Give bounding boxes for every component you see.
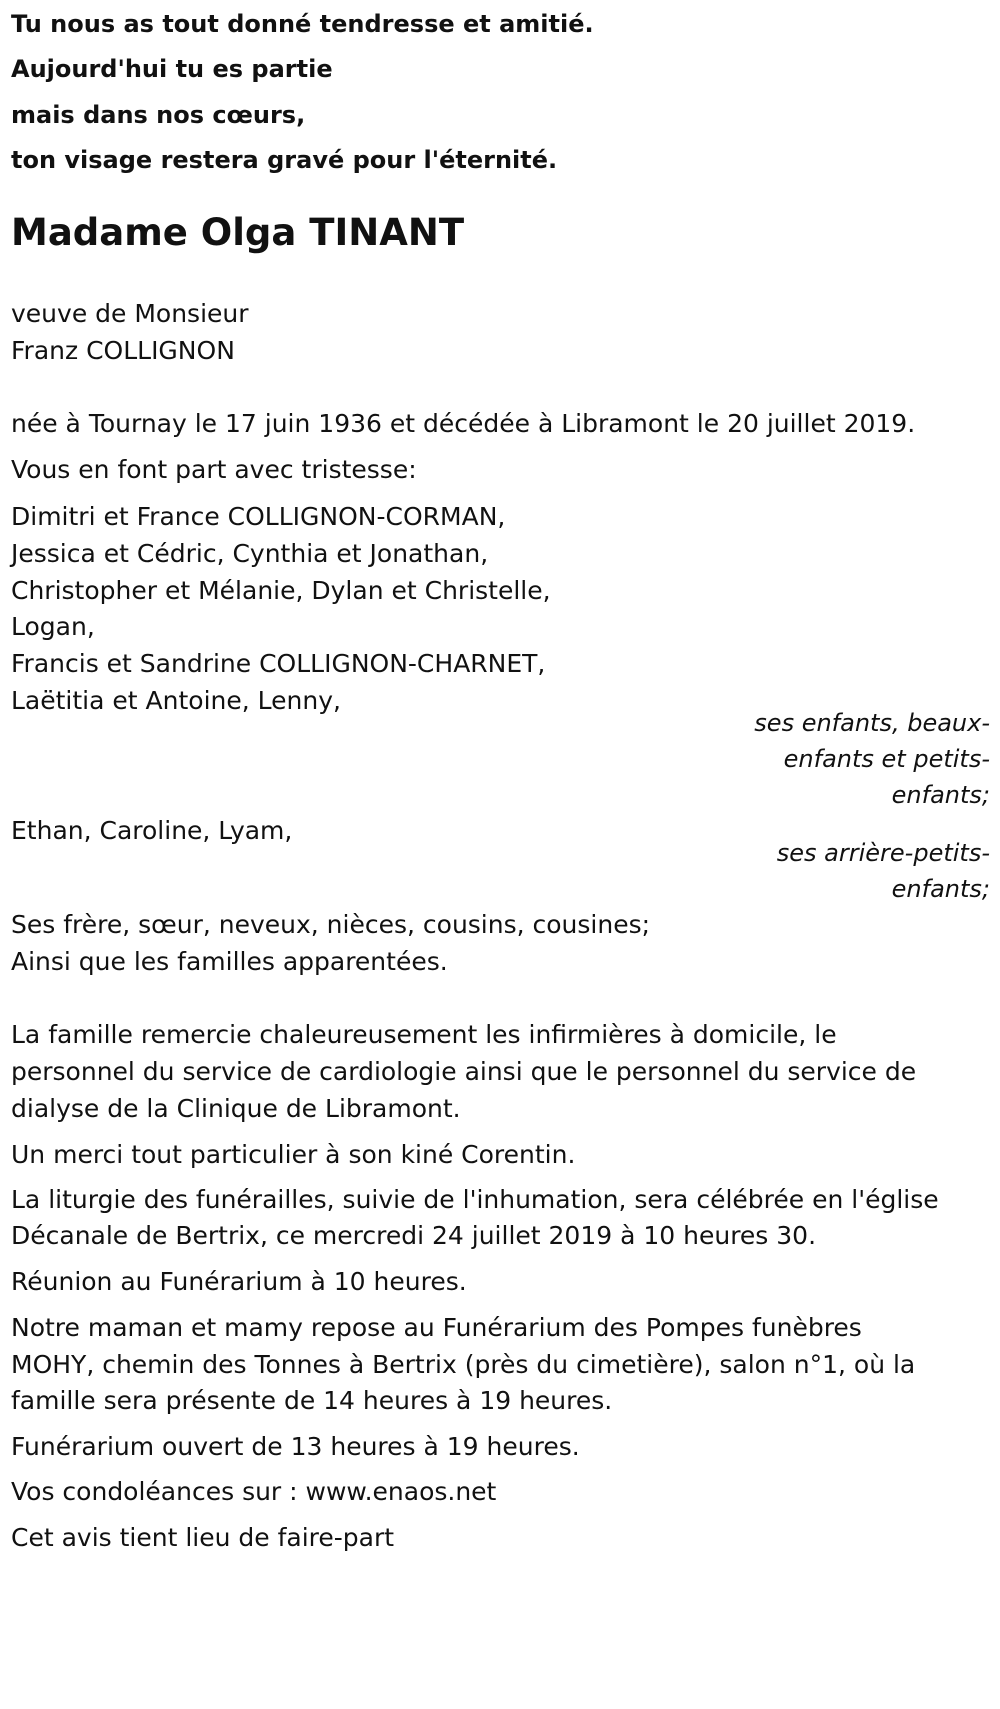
thanks-kine: Un merci tout particulier à son kiné Corentin. [11,1140,576,1169]
thanks-line-2: personnel du service de cardiologie ainsi que le personnel du service de [11,1057,917,1086]
children-role-line-1: ses enfants, beaux- [754,709,990,737]
great-grandchildren-role-line-2: enfants; [891,875,990,903]
great-grandchildren: Ethan, Caroline, Lyam, [11,816,293,845]
children-role-line-2: enfants et petits- [783,745,990,773]
birth-death: née à Tournay le 17 juin 1936 et décédée à Libramont le 20 juillet 2019. [11,409,916,438]
extended-family-line-2: Ainsi que les familles apparentées. [11,947,448,976]
poem-line-2: Aujourd'hui tu es partie [11,55,333,83]
children-role-line-3: enfants; [891,781,990,809]
poem-line-4: ton visage restera gravé pour l'éternité. [11,146,558,174]
children-line-2: Jessica et Cédric, Cynthia et Jonathan, [11,539,489,568]
thanks-line-3: dialyse de la Clinique de Libramont. [11,1094,461,1123]
deceased-name: Madame Olga TINANT [11,211,465,254]
opening-hours: Funérarium ouvert de 13 heures à 19 heures. [11,1432,580,1461]
children-line-4: Logan, [11,612,95,641]
meeting-info: Réunion au Funérarium à 10 heures. [11,1267,467,1296]
rests-line-3: famille sera présente de 14 heures à 19 heures. [11,1386,613,1415]
rests-line-2: MOHY, chemin des Tonnes à Bertrix (près du cimetière), salon n°1, où la [11,1350,916,1379]
thanks-line-1: La famille remercie chaleureusement les infirmières à domicile, le [11,1020,837,1049]
poem-line-3: mais dans nos cœurs, [11,101,306,129]
children-line-6: Laëtitia et Antoine, Lenny, [11,686,341,715]
liturgy-line-2: Décanale de Bertrix, ce mercredi 24 juillet 2019 à 10 heures 30. [11,1221,817,1250]
spouse-line-1: veuve de Monsieur [11,299,249,328]
poem-line-1: Tu nous as tout donné tendresse et amitié. [11,10,594,38]
liturgy-line-1: La liturgie des funérailles, suivie de l'inhumation, sera célébrée en l'église [11,1185,939,1214]
rests-line-1: Notre maman et mamy repose au Funérarium des Pompes funèbres [11,1313,862,1342]
great-grandchildren-role-line-1: ses arrière-petits- [776,839,990,867]
condolences-info: Vos condoléances sur : www.enaos.net [11,1477,497,1506]
children-line-3: Christopher et Mélanie, Dylan et Christelle, [11,576,551,605]
notice-text: Cet avis tient lieu de faire-part [11,1523,395,1552]
children-line-1: Dimitri et France COLLIGNON-CORMAN, [11,502,506,531]
announcement: Vous en font part avec tristesse: [11,455,417,484]
children-line-5: Francis et Sandrine COLLIGNON-CHARNET, [11,649,546,678]
spouse-line-2: Franz COLLIGNON [11,336,235,365]
extended-family-line-1: Ses frère, sœur, neveux, nièces, cousins, cousines; [11,910,651,939]
